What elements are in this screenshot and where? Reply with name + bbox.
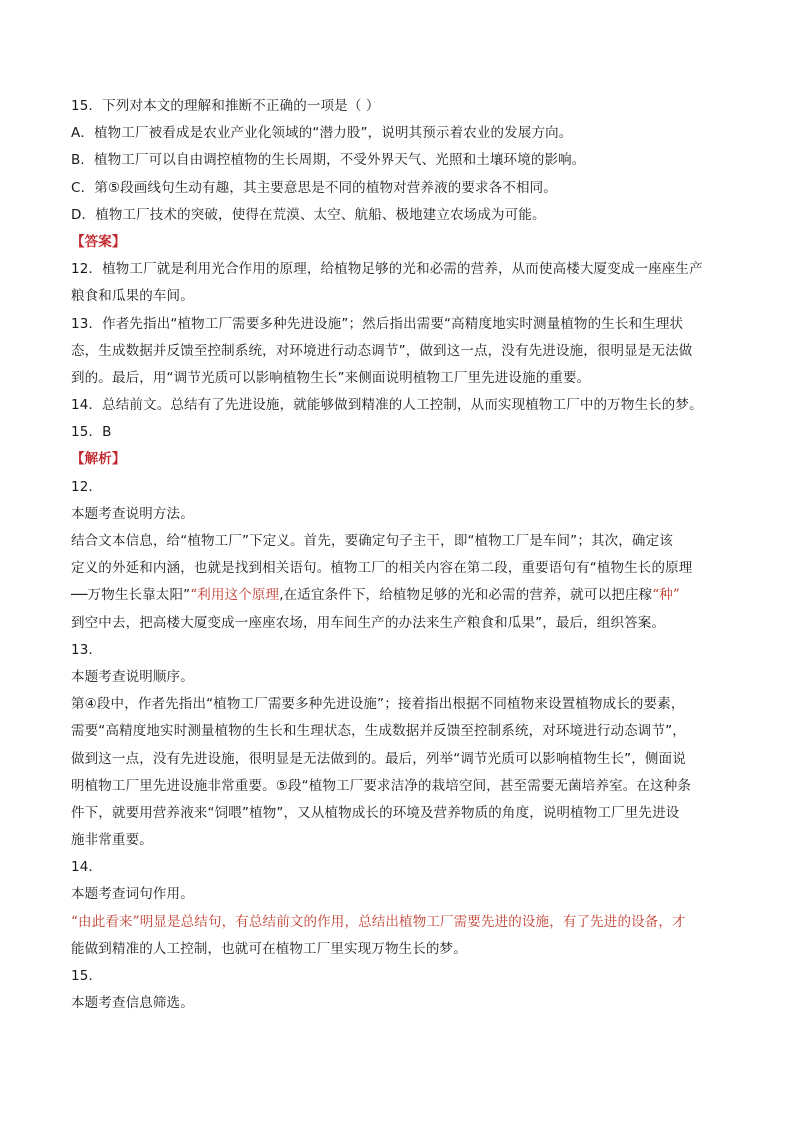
analysis-12-line-2: 定义的外延和内涵，也就是找到相关语句。植物工厂的相关内容在第二段，重要语句有“植物生长的原理 <box>71 560 693 577</box>
analysis-14-topic: 本题考查词句作用。 <box>71 886 194 903</box>
analysis-13-line-4: 明植物工厂里先进设施非常重要。⑤段“植物工厂要求洁净的栽培空间，甚至需要无菌培养室。在这种条 <box>71 777 691 794</box>
answer-heading: 【答案】 <box>71 233 126 250</box>
analysis-12-line-3-red-zhong: “种” <box>652 587 680 604</box>
answer-13-line-1: 13．作者先指出“植物工厂需要多种先进设施”；然后指出需要“高精度地实时测量植物的生长和生理状 <box>71 315 684 332</box>
analysis-12-line-3 <box>71 582 727 609</box>
answer-12-line-2: 粮食和瓜果的车间。 <box>71 288 194 305</box>
analysis-12-line-1: 结合文本信息，给“植物工厂”下定义。首先，要确定句子主干，即“植物工厂是车间”；其次，确定该 <box>71 533 673 549</box>
analysis-15-number: 15． <box>71 968 103 984</box>
analysis-13-line-5: 件下，就要用营养液来“饲喂”植物”，又从植物成长的环境及营养物质的角度，说明植物工厂里先进设 <box>71 804 680 821</box>
answer-12-line-1: 12．植物工厂就是利用光合作用的原理，给植物足够的光和必需的营养，从而使高楼大厦变成一座座生产 <box>71 261 703 278</box>
answer-14: 14．总结前文。总结有了先进设施，就能够做到精准的人工控制，从而实现植物工厂中的万物生长的梦。 <box>71 397 703 414</box>
question-15-option-a: A．植物工厂被看成是农业产业化领域的“潜力股”，说明其预示着农业的发展方向。 <box>71 125 573 142</box>
question-15-option-d: D．植物工厂技术的突破，使得在荒漠、太空、航船、极地建立农场成为可能。 <box>71 206 546 223</box>
analysis-14-line-2: 能做到精准的人工控制，也就可在植物工厂里实现万物生长的梦。 <box>71 940 467 957</box>
analysis-13-line-1: 第④段中，作者先指出“植物工厂需要多种先进设施”；接着指出根据不同植物来设置植物成长的要素， <box>71 696 685 713</box>
analysis-14-line-1: “由此看来”明显是总结句，有总结前文的作用，总结出植物工厂需要先进的设施，有了先进的设备，才 <box>71 913 686 930</box>
analysis-12-number: 12． <box>71 478 103 495</box>
answer-15: 15．B <box>71 424 112 441</box>
question-15-stem: 15．下列对本文的理解和推断不正确的一项是（ ） <box>71 98 380 114</box>
analysis-15-topic: 本题考查信息筛选。 <box>71 995 194 1012</box>
analysis-12-line-3-red-quote: “利用这个原理 <box>190 587 280 604</box>
analysis-13-number: 13． <box>71 641 103 658</box>
analysis-12-line-3-part-1: ──万物生长靠太阳” <box>71 587 191 604</box>
analysis-14-number: 14． <box>71 859 103 876</box>
answer-13-line-3: 到的。最后，用“调节光质可以影响植物生长”来侧面说明植物工厂里先进设施的重要。 <box>71 369 591 386</box>
analysis-12-line-3-part-2: ,在适宜条件下，给植物足够的光和必需的营养，就可以把庄稼 <box>279 587 653 604</box>
analysis-13-line-6: 施非常重要。 <box>71 832 153 849</box>
analysis-13-topic: 本题考查说明顺序。 <box>71 668 194 685</box>
analysis-heading: 【解析】 <box>71 451 126 468</box>
answer-13-line-2: 态，生成数据并反馈至控制系统，对环境进行动态调节”，做到这一点，没有先进设施，很明显是无法做 <box>71 342 693 359</box>
document-page <box>71 93 727 1017</box>
analysis-13-line-3: 做到这一点，没有先进设施，很明显是无法做到的。最后，列举“调节光质可以影响植物生长”，侧面说 <box>71 750 686 767</box>
analysis-12-topic: 本题考查说明方法。 <box>71 505 194 522</box>
analysis-12-line-4: 到空中去，把高楼大厦变成一座座农场，用车间生产的办法来生产粮食和瓜果”，最后，组织答案。 <box>71 614 666 631</box>
analysis-13-line-2: 需要“高精度地实时测量植物的生长和生理状态，生成数据并反馈至控制系统，对环境进行动态调节”， <box>71 723 686 740</box>
question-15-option-b: B．植物工厂可以自由调控植物的生长周期，不受外界天气、光照和土壤环境的影响。 <box>71 152 586 169</box>
question-15-option-c: C．第⑤段画线句生动有趣，其主要意思是不同的植物对营养液的要求各不相同。 <box>71 179 557 196</box>
